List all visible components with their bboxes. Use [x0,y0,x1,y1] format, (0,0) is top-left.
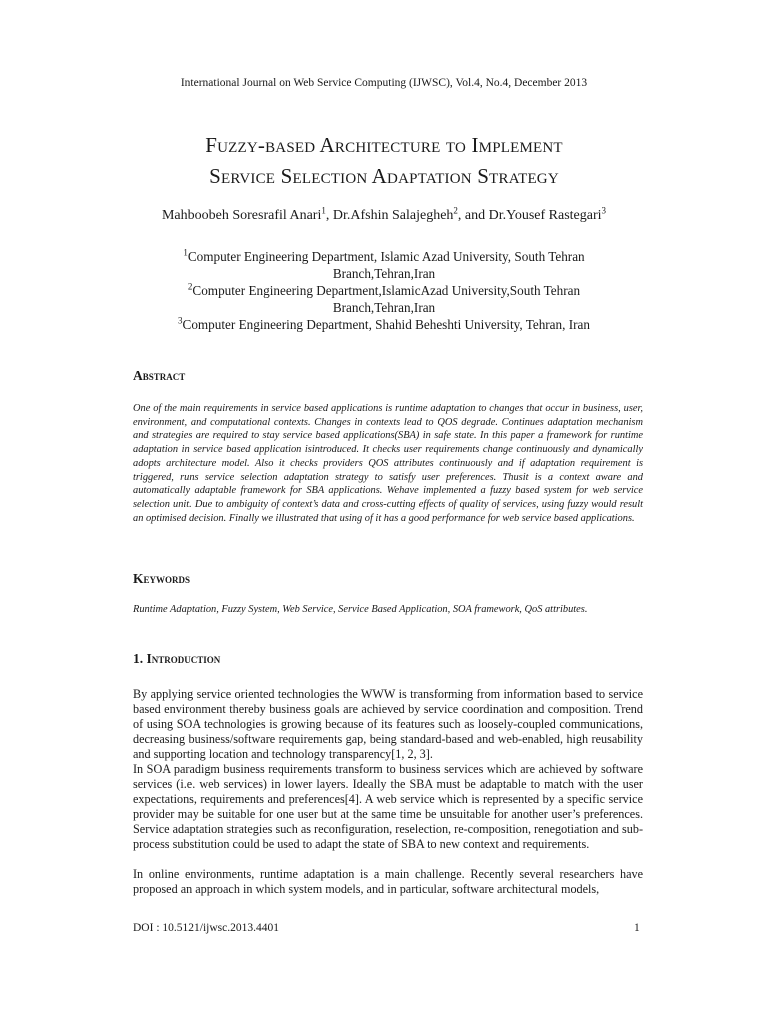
introduction-heading: 1. Introduction [133,651,221,666]
affiliation-3-line-1: Computer Engineering Department, Shahid Beheshti University, Tehran, Iran [182,317,590,332]
affiliation-2 [0,282,768,316]
affiliation-1-line-2: Branch,Tehran,Iran [332,266,436,281]
affiliation-2-line-1: Computer Engineering Department,IslamicAzad University,South Tehran [192,283,581,298]
author-name-3: , and Dr.Yousef Rastegari [457,208,602,223]
author-sup-1: 1 [321,205,326,216]
page-number: 1 [634,922,640,934]
author-name-2: , Dr.Afshin Salajegheh [325,208,454,223]
intro-paragraph-1: By applying service oriented technologies the WWW is transforming from information based to service based environment thereby business goals are achieved by service coordination and composition. Trend of using SOA technologies is growing because of its features such as loosely-coupled communications, decreasing business/software requirements gap, being standard-based and web-enabled, high reusability and supporting location and technology transparency[1, 2, 3]. [133,687,643,761]
paper-title [0,130,768,192]
affiliation-1-line-1: Computer Engineering Department, Islamic Azad University, South Tehran [187,249,585,264]
affiliation-2-line-2: Branch,Tehran,Iran [332,300,436,315]
journal-header: International Journal on Web Service Computing (IJWSC), Vol.4, No.4, December 2013 [180,77,588,89]
intro-paragraph-2: In SOA paradigm business requirements transform to business services which are achieved by software services (i.e. web services) in lower layers. Ideally the SBA must be adaptable to match with the user expectations, requirements and preferences[4]. A web service which is represented by a specific service provider may be suitable for one user but at the same time be unsuitable for another user’s preferences. Service adaptation strategies such as reconfiguration, reselection, re-composition, renegotiation and sub-process substitution could be used to adapt the state of SBA to new context and requirements. [133,762,644,851]
keywords-heading: Keywords [133,571,191,586]
affiliation-sup-2: 2 [187,281,193,292]
keywords-text: Runtime Adaptation, Fuzzy System, Web Service, Service Based Application, SOA framework, QoS attributes. [133,604,588,615]
abstract-text: One of the main requirements in service based applications is runtime adaptation to changes that occur in business, user, environment, and computational contexts. Changes in contexts lead to QOS degrade. Continues adaptation mechanism and strategies are required to stay service based applications(SBA) in safe state. In this paper a framework for runtime adaptation in service based application isintroduced. It checks user requirements change continuously and dynamically adopts architecture model. Also it checks providers QOS attributes continuously and if adaptation requirement is triggered, runs service selection adaptation strategy to satisfy user preferences. Thusit is a context aware and automatically adaptable framework for SBA applications. Wehave implemented a fuzzy based system for web service selection unit. Due to ambiguity of context’s data and cross-cutting effects of quality of services, using fuzzy would result an optimised decision. Finally we illustrated that using of it has a good performance for web service based applications. [133,403,643,524]
affiliation-3 [0,316,768,333]
title-line-2: Service Selection Adaptation Strategy [209,164,559,188]
introduction-body [133,687,643,897]
author-sup-3: 3 [601,205,607,216]
doi-footer: DOI : 10.5121/ijwsc.2013.4401 [133,922,279,934]
intro-paragraph-3: In online environments, runtime adaptation is a main challenge. Recently several researchers have proposed an approach in which system models, and in particular, software architectural models, [133,867,643,896]
abstract-heading: Abstract [133,368,186,383]
title-line-1: Fuzzy-based Architecture to Implement [205,133,563,157]
author-sup-2: 2 [453,205,458,216]
affiliation-sup-3: 3 [178,315,183,326]
author-list [0,205,768,224]
affiliation-sup-1: 1 [183,247,188,258]
author-name-1: Mahboobeh Soresrafil Anari [161,208,322,223]
affiliation-1 [0,248,768,282]
